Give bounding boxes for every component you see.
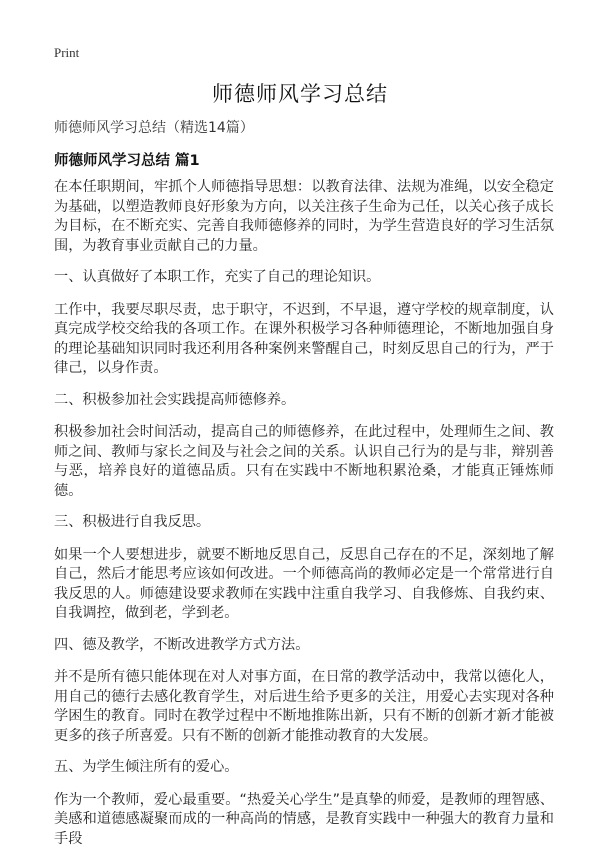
- paragraph-4: 并不是所有德只能体现在对人对事方面，在日常的教学活动中，我常以德化人，用自己的德行去感化教育学生，对后进生给予更多的关注，用爱心去实现对各种学困生的教育。同时在教学过程中不断地推陈出新，只有不断的创新才新才能被更多的孩子所喜爱。只有不断的创新才能推动教育的大发展。: [54, 669, 554, 744]
- paragraph-5: 作为一个教师，爱心最重要。“热爱关心学生”是真挚的师爱，是教师的理智感、美感和道德感凝聚而成的一种高尚的情感，是教育实践中一种强大的教育力量和手段: [54, 791, 554, 847]
- point-heading-3: 三、积极进行自我反思。: [54, 514, 211, 530]
- point-heading-4: 四、德及教学，不断改进教学方式方法。: [54, 636, 310, 653]
- paragraph-3: 如果一个人要想进步，就要不断地反思自己，反思自己存在的不足，深刻地了解自己，然后才能思考应该如何改进。一个师德高尚的教师必定是一个常常进行自我反思的人。师德建设要求教师在实践中注重自我学习、自我修炼、自我约束、自我调控，做到老，学到老。: [54, 546, 554, 621]
- paragraph-1: 工作中，我要尽职尽责，忠于职守，不迟到，不早退，遵守学校的规章制度，认真完成学校交给我的各项工作。在课外积极学习各种师德理论，不断地加强自身的理论基础知识同时我还利用各种案例来警醒自己，时刻反思自己的行为，严于律己，以身作责。: [54, 301, 554, 376]
- paragraph-intro: 在本任职期间，牢抓个人师德指导思想：以教育法律、法规为准绳，以安全稳定为基础，以塑造教师良好形象为方向，以关注孩子生命为己任，以关心孩子成长为目标，在不断充实、完善自我师德修养的同时，为学生营造良好的学习生活氛围，为教育事业贡献自己的力量。: [54, 179, 554, 254]
- point-heading-2: 二、积极参加社会实践提高师德修养。: [54, 391, 296, 408]
- article-content: [54, 178, 554, 861]
- print-link[interactable]: Print: [54, 45, 80, 60]
- page-title: 师德师风学习总结: [212, 82, 388, 106]
- point-heading-1: 一、认真做好了本职工作，充实了自己的理论知识。: [54, 269, 381, 285]
- article-heading: 师德师风学习总结 篇1: [54, 153, 200, 169]
- paragraph-2: 积极参加社会时间活动，提高自己的师德修养，在此过程中，处理师生之间、教师之间、教师与家长之间及与社会之间的关系。认识自己行为的是与非，辩别善与恶，培养良好的道德品质。只有在实践中不断地积累沧桑，才能真正锤炼师德。: [54, 424, 554, 499]
- document-subtitle: 师德师风学习总结（精选14篇）: [54, 120, 254, 136]
- point-heading-5: 五、为学生倾注所有的爱心。: [54, 759, 239, 775]
